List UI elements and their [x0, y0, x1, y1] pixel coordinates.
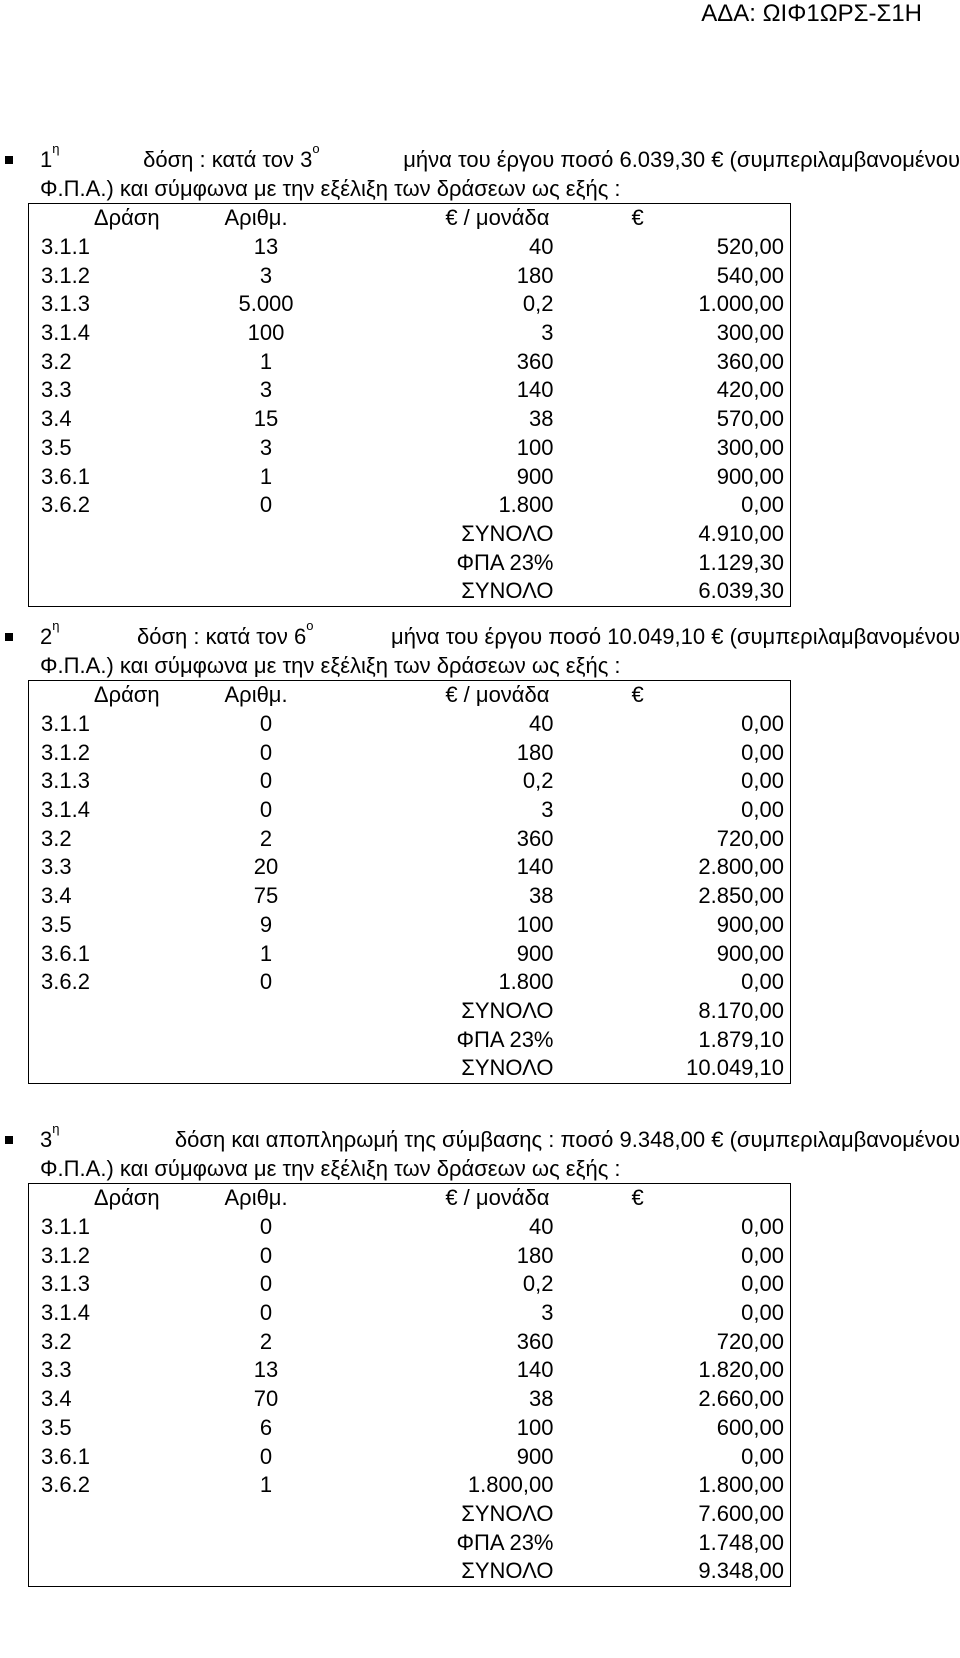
totals-row	[29, 1528, 791, 1557]
action-code: 3.2	[41, 825, 72, 851]
unit-price: 1.800	[498, 492, 554, 518]
action-code: 3.6.2	[41, 969, 90, 995]
column-header-quantity: Αριθμ.	[224, 1185, 288, 1211]
line-total: 900,00	[716, 940, 784, 966]
unit-price: 180	[516, 739, 554, 765]
totals-row	[29, 1557, 791, 1586]
unit-price: 3	[541, 797, 554, 823]
quantity: 100	[247, 320, 285, 346]
totals-value: 8.170,00	[698, 997, 784, 1023]
totals-row	[29, 997, 791, 1026]
unit-price: 360	[516, 1328, 554, 1354]
action-code: 3.6.2	[41, 492, 90, 518]
table-row	[29, 1241, 791, 1270]
action-code: 3.6.1	[41, 1443, 90, 1469]
unit-price: 40	[529, 234, 554, 260]
line-total: 0,00	[741, 768, 784, 794]
table-row	[29, 1270, 791, 1299]
table-row	[29, 796, 791, 825]
totals-label: ΣΥΝΟΛΟ	[461, 1500, 554, 1526]
description-text: δόση : κατά τον 6	[137, 624, 307, 649]
unit-price: 140	[516, 1357, 554, 1383]
quantity: 1	[259, 348, 273, 374]
superscript: ο	[312, 141, 320, 156]
quantity: 0	[259, 492, 273, 518]
table-row	[29, 939, 791, 968]
installment-description	[40, 618, 960, 680]
line-total: 0,00	[741, 711, 784, 737]
table-row	[29, 1356, 791, 1385]
table-row	[29, 347, 791, 376]
line-total: 0,00	[741, 969, 784, 995]
line-total: 0,00	[741, 1300, 784, 1326]
action-code: 3.1.2	[41, 262, 90, 288]
table-row	[29, 491, 791, 520]
action-code: 3.1.1	[41, 234, 90, 260]
empty-cell	[29, 997, 340, 1026]
description-text: Φ.Π.Α.) και σύμφωνα με την εξέλιξη των δράσεων ως εξής :	[40, 176, 621, 201]
table-header-row	[29, 681, 791, 710]
column-header-quantity: Αριθμ.	[224, 205, 288, 231]
action-code: 3.3	[41, 377, 72, 403]
bullet-icon	[5, 1136, 13, 1144]
bullet-icon	[5, 156, 13, 164]
unit-price: 140	[516, 854, 554, 880]
quantity: 0	[259, 711, 273, 737]
totals-value: 9.348,00	[698, 1558, 784, 1584]
unit-price: 360	[516, 348, 554, 374]
superscript: ο	[306, 618, 314, 633]
action-code: 3.4	[41, 883, 72, 909]
unit-price: 1.800,00	[467, 1472, 554, 1498]
description-text: μήνα του έργου ποσό 10.049,10 € (συμπεριλαμβανομένου	[391, 624, 960, 649]
empty-cell	[29, 1054, 340, 1083]
action-code: 3.1.4	[41, 320, 90, 346]
quantity: 6	[259, 1414, 273, 1440]
quantity: 1	[259, 1472, 273, 1498]
unit-price: 40	[529, 711, 554, 737]
description-text: δόση : κατά τον 3	[143, 147, 313, 172]
line-total: 0,00	[741, 1214, 784, 1240]
column-header-unit-price: € / μονάδα	[445, 682, 550, 708]
column-header-total: €	[631, 205, 644, 231]
line-total: 900,00	[716, 911, 784, 937]
empty-cell	[29, 1557, 340, 1586]
totals-row	[29, 548, 791, 577]
description-text: δόση και αποπληρωμή της σύμβασης : ποσό 9.348,00 € (συμπεριλαμβανομένου	[174, 1127, 960, 1152]
table-row	[29, 1213, 791, 1242]
totals-value: 1.129,30	[698, 549, 784, 575]
quantity: 20	[253, 854, 279, 880]
column-header-action: Δράση	[93, 1185, 160, 1211]
quantity: 0	[259, 797, 273, 823]
quantity: 2	[259, 825, 273, 851]
action-code: 3.5	[41, 911, 72, 937]
line-total: 0,00	[741, 1443, 784, 1469]
action-code: 3.6.1	[41, 940, 90, 966]
installment-description	[40, 141, 960, 203]
unit-price: 900	[516, 463, 554, 489]
description-text: μήνα του έργου ποσό 6.039,30 € (συμπεριλαμβανομένου	[403, 147, 960, 172]
line-total: 600,00	[716, 1414, 784, 1440]
totals-row	[29, 1054, 791, 1083]
unit-price: 900	[516, 1443, 554, 1469]
action-code: 3.4	[41, 406, 72, 432]
table-row	[29, 376, 791, 405]
description-text: 1	[40, 147, 53, 172]
line-total: 0,00	[741, 739, 784, 765]
action-code: 3.1.1	[41, 711, 90, 737]
quantity: 3	[259, 262, 273, 288]
quantity: 13	[253, 1357, 279, 1383]
totals-value: 1.879,10	[698, 1026, 784, 1052]
line-total: 1.000,00	[698, 291, 784, 317]
unit-price: 40	[529, 1214, 554, 1240]
totals-label: ΣΥΝΟΛΟ	[461, 578, 554, 604]
table-row	[29, 824, 791, 853]
line-total: 0,00	[741, 492, 784, 518]
items-table	[28, 1183, 791, 1587]
action-code: 3.1.2	[41, 1242, 90, 1268]
unit-price: 1.800	[498, 969, 554, 995]
table-row	[29, 1385, 791, 1414]
action-code: 3.1.3	[41, 1271, 90, 1297]
unit-price: 180	[516, 1242, 554, 1268]
quantity: 3	[259, 434, 273, 460]
description-text: 3	[40, 1127, 53, 1152]
line-total: 1.820,00	[698, 1357, 784, 1383]
totals-row	[29, 577, 791, 606]
quantity: 2	[259, 1328, 273, 1354]
column-header-quantity: Αριθμ.	[224, 682, 288, 708]
action-code: 3.4	[41, 1386, 72, 1412]
column-header-action: Δράση	[93, 682, 160, 708]
action-code: 3.2	[41, 1328, 72, 1354]
totals-value: 10.049,10	[686, 1055, 784, 1081]
totals-row	[29, 520, 791, 549]
unit-price: 0,2	[522, 291, 554, 317]
action-code: 3.1.3	[41, 291, 90, 317]
table-row	[29, 968, 791, 997]
totals-label: ΣΥΝΟΛΟ	[461, 1055, 554, 1081]
action-code: 3.1.2	[41, 739, 90, 765]
bullet-icon	[5, 633, 13, 641]
line-total: 0,00	[741, 1242, 784, 1268]
table-row	[29, 462, 791, 491]
unit-price: 140	[516, 377, 554, 403]
quantity: 5.000	[238, 291, 294, 317]
table-row	[29, 710, 791, 739]
quantity: 0	[259, 1300, 273, 1326]
table-row	[29, 1442, 791, 1471]
quantity: 3	[259, 377, 273, 403]
line-total: 570,00	[716, 406, 784, 432]
unit-price: 38	[529, 1386, 554, 1412]
table-row	[29, 738, 791, 767]
quantity: 0	[259, 1242, 273, 1268]
empty-cell	[29, 577, 340, 606]
totals-label: ΦΠΑ 23%	[456, 1026, 554, 1052]
empty-cell	[29, 1528, 340, 1557]
quantity: 1	[259, 940, 273, 966]
line-total: 2.660,00	[698, 1386, 784, 1412]
totals-value: 4.910,00	[698, 520, 784, 546]
unit-price: 360	[516, 825, 554, 851]
unit-price: 0,2	[522, 768, 554, 794]
quantity: 1	[259, 463, 273, 489]
table-row	[29, 1299, 791, 1328]
table-row	[29, 290, 791, 319]
table-row	[29, 1327, 791, 1356]
unit-price: 3	[541, 1300, 554, 1326]
line-total: 0,00	[741, 797, 784, 823]
table-row	[29, 1471, 791, 1500]
totals-label: ΦΠΑ 23%	[456, 549, 554, 575]
line-total: 720,00	[716, 1328, 784, 1354]
empty-cell	[29, 1500, 340, 1529]
totals-label: ΦΠΑ 23%	[456, 1529, 554, 1555]
column-header-action: Δράση	[93, 205, 160, 231]
line-total: 420,00	[716, 377, 784, 403]
table-row	[29, 882, 791, 911]
action-code: 3.5	[41, 434, 72, 460]
line-total: 360,00	[716, 348, 784, 374]
line-total: 720,00	[716, 825, 784, 851]
line-total: 1.800,00	[698, 1472, 784, 1498]
table-row	[29, 434, 791, 463]
table-row	[29, 853, 791, 882]
quantity: 9	[259, 911, 273, 937]
unit-price: 100	[516, 911, 554, 937]
table-row	[29, 233, 791, 262]
empty-cell	[29, 520, 340, 549]
table-row	[29, 911, 791, 940]
quantity: 0	[259, 768, 273, 794]
table-header-row	[29, 204, 791, 233]
unit-price: 100	[516, 1414, 554, 1440]
unit-price: 38	[529, 406, 554, 432]
line-total: 900,00	[716, 463, 784, 489]
totals-row	[29, 1500, 791, 1529]
quantity: 0	[259, 1214, 273, 1240]
action-code: 3.6.2	[41, 1472, 90, 1498]
totals-value: 6.039,30	[698, 578, 784, 604]
description-text: Φ.Π.Α.) και σύμφωνα με την εξέλιξη των δράσεων ως εξής :	[40, 653, 621, 678]
totals-label: ΣΥΝΟΛΟ	[461, 520, 554, 546]
action-code: 3.1.4	[41, 1300, 90, 1326]
items-table	[28, 203, 791, 607]
action-code: 3.2	[41, 348, 72, 374]
empty-cell	[29, 548, 340, 577]
unit-price: 3	[541, 320, 554, 346]
items-table	[28, 680, 791, 1084]
quantity: 15	[253, 406, 279, 432]
totals-row	[29, 1025, 791, 1054]
empty-cell	[29, 1025, 340, 1054]
line-total: 540,00	[716, 262, 784, 288]
superscript: η	[52, 1121, 60, 1136]
unit-price: 38	[529, 883, 554, 909]
column-header-unit-price: € / μονάδα	[445, 205, 550, 231]
action-code: 3.1.4	[41, 797, 90, 823]
action-code: 3.1.1	[41, 1214, 90, 1240]
table-row	[29, 767, 791, 796]
table-row	[29, 319, 791, 348]
description-text: Φ.Π.Α.) και σύμφωνα με την εξέλιξη των δράσεων ως εξής :	[40, 1156, 621, 1181]
totals-value: 1.748,00	[698, 1529, 784, 1555]
unit-price: 180	[516, 262, 554, 288]
superscript: η	[52, 141, 60, 156]
quantity: 70	[253, 1386, 279, 1412]
column-header-total: €	[631, 1185, 644, 1211]
installment-description	[40, 1121, 960, 1183]
quantity: 0	[259, 739, 273, 765]
quantity: 75	[253, 883, 279, 909]
unit-price: 900	[516, 940, 554, 966]
ada-code: ΑΔΑ: ΩΙΦ1ΩΡΣ-Σ1Η	[701, 0, 922, 27]
totals-value: 7.600,00	[698, 1500, 784, 1526]
action-code: 3.3	[41, 854, 72, 880]
action-code: 3.6.1	[41, 463, 90, 489]
unit-price: 0,2	[522, 1271, 554, 1297]
action-code: 3.5	[41, 1414, 72, 1440]
table-row	[29, 261, 791, 290]
column-header-total: €	[631, 682, 644, 708]
action-code: 3.3	[41, 1357, 72, 1383]
table-row	[29, 1414, 791, 1443]
line-total: 2.850,00	[698, 883, 784, 909]
column-header-unit-price: € / μονάδα	[445, 1185, 550, 1211]
description-text: 2	[40, 624, 53, 649]
table-header-row	[29, 1184, 791, 1213]
quantity: 13	[253, 234, 279, 260]
superscript: η	[52, 618, 60, 633]
table-row	[29, 405, 791, 434]
line-total: 300,00	[716, 320, 784, 346]
totals-label: ΣΥΝΟΛΟ	[461, 997, 554, 1023]
quantity: 0	[259, 1271, 273, 1297]
quantity: 0	[259, 1443, 273, 1469]
totals-label: ΣΥΝΟΛΟ	[461, 1558, 554, 1584]
quantity: 0	[259, 969, 273, 995]
line-total: 520,00	[716, 234, 784, 260]
line-total: 2.800,00	[698, 854, 784, 880]
action-code: 3.1.3	[41, 768, 90, 794]
unit-price: 100	[516, 434, 554, 460]
line-total: 0,00	[741, 1271, 784, 1297]
line-total: 300,00	[716, 434, 784, 460]
